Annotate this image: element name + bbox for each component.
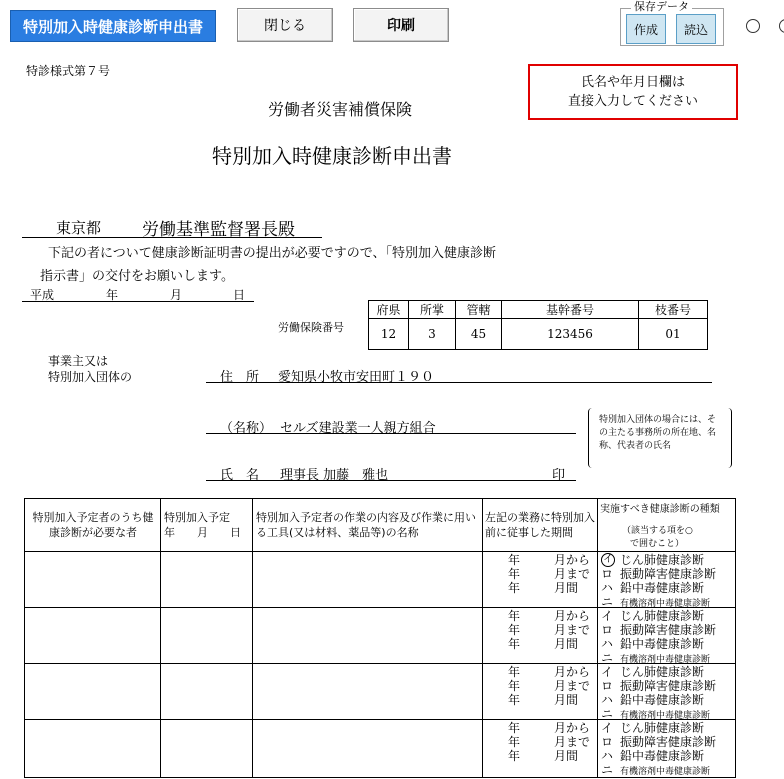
table-col-divider-3 [482, 498, 483, 778]
insurance-number-label: 労働保険番号 [278, 321, 344, 334]
date-month: 月 [170, 288, 183, 302]
prefecture: 東京都 [56, 219, 102, 237]
exam-type-mark[interactable]: ロ [601, 679, 614, 693]
period-year-label: 年 [508, 721, 521, 735]
exam-type-name: じん肺健康診断 [620, 665, 705, 679]
insurance-value-prefecture[interactable]: 12 [369, 319, 409, 350]
period-suffix-label: 月まで [554, 623, 591, 637]
header-period: 左記の業務に特別加入前に従事した期間 [485, 511, 595, 539]
exam-type-mark[interactable]: ハ [601, 637, 614, 651]
header-exam-sub-2: で囲むこと） [630, 539, 685, 549]
period-suffix-label: 月間 [554, 637, 579, 651]
header-join-date-2: 年 月 日 [164, 526, 241, 539]
exam-type-name: 有機溶剤中毒健康診断 [620, 767, 711, 777]
insurance-header-jurisdiction: 所掌 [409, 301, 456, 319]
exam-type-name: 有機溶剤中毒健康診断 [620, 599, 711, 609]
bracket-note: 特別加入団体の場合には、その主たる事務所の所在地、名称、代表者の氏名 [588, 408, 732, 468]
option-radio-2[interactable] [779, 19, 784, 33]
form-title-button[interactable]: 特別加入時健康診断申出書 [10, 10, 216, 42]
exam-type-name: じん肺健康診断 [620, 721, 705, 735]
exam-type-mark[interactable]: ハ [601, 693, 614, 707]
exam-type-mark[interactable]: イ [601, 721, 614, 735]
period-suffix-label: 月間 [554, 693, 579, 707]
form-heading-2: 特別加入時健康診断申出書 [212, 144, 452, 168]
address-value[interactable]: 愛知県小牧市安田町１９０ [278, 370, 435, 385]
form-number: 特診様式第７号 [26, 64, 111, 78]
period-year-label: 年 [508, 637, 521, 651]
exam-type-mark[interactable]: ロ [601, 623, 614, 637]
notice-line-1: 氏名や年月日欄は [580, 75, 685, 90]
notice-line-2: 直接入力してください [567, 94, 698, 109]
exam-type-name: 鉛中毒健康診断 [620, 693, 705, 707]
representative-value[interactable]: 理事長 加藤 雅也 [280, 468, 389, 483]
addressee: 労働基準監督署長殿 [142, 220, 295, 240]
close-button[interactable]: 閉じる [237, 8, 333, 42]
period-suffix-label: 月間 [554, 749, 579, 763]
exam-type-mark[interactable]: イ [601, 665, 614, 679]
insurance-value-base-number[interactable]: 123456 [502, 319, 639, 350]
print-button[interactable]: 印刷 [353, 8, 449, 42]
seal-mark: 印 [552, 468, 566, 483]
period-suffix-label: 月から [554, 553, 591, 567]
organization-name-underline [206, 433, 576, 434]
insurance-value-branch-number[interactable]: 01 [639, 319, 708, 350]
input-notice-box [528, 64, 738, 120]
period-year-label: 年 [508, 735, 521, 749]
representative-label: 氏 名 [220, 468, 260, 483]
exam-type-mark[interactable]: ハ [601, 581, 614, 595]
table-col-divider-1 [160, 498, 161, 778]
exam-type-name: 有機溶剤中毒健康診断 [620, 655, 711, 665]
exam-type-name: 鉛中毒健康診断 [620, 637, 705, 651]
create-button[interactable]: 作成 [626, 14, 666, 44]
save-data-group-label: 保存データ [631, 0, 692, 14]
insurance-header-branch-number: 枝番号 [639, 301, 708, 319]
period-year-label: 年 [508, 581, 521, 595]
exam-type-name: 有機溶剤中毒健康診断 [620, 711, 711, 721]
exam-type-name: 振動障害健康診断 [620, 735, 717, 749]
period-suffix-label: 月まで [554, 679, 591, 693]
exam-type-name: 鉛中毒健康診断 [620, 749, 705, 763]
insurance-header-prefecture: 府県 [369, 301, 409, 319]
period-suffix-label: 月から [554, 721, 591, 735]
period-year-label: 年 [508, 623, 521, 637]
organization-name-value[interactable]: セルズ建設業一人親方組合 [280, 421, 436, 436]
date-era: 平成 [30, 288, 55, 302]
exam-type-mark[interactable]: ニ [601, 763, 614, 777]
insurance-value-jurisdiction[interactable]: 3 [409, 319, 456, 350]
table-col-divider-4 [597, 498, 598, 778]
exam-type-mark[interactable]: イ [601, 609, 614, 623]
insurance-value-office[interactable]: 45 [456, 319, 502, 350]
header-exam-sub-1: （該当する項を○ [622, 526, 693, 536]
employer-label-2: 特別加入団体の [48, 370, 133, 384]
period-suffix-label: 月まで [554, 567, 591, 581]
addressee-underline [22, 237, 322, 238]
exam-type-mark[interactable]: ロ [601, 735, 614, 749]
exam-type-mark[interactable]: ニ [601, 707, 614, 721]
period-year-label: 年 [508, 609, 521, 623]
period-year-label: 年 [508, 749, 521, 763]
date-day: 日 [233, 288, 246, 302]
header-exam-type: 実施すべき健康診断の種類 [600, 504, 720, 515]
insurance-number-table [368, 300, 708, 350]
address-underline [206, 382, 712, 383]
exam-type-mark[interactable]: イ [603, 554, 613, 565]
header-work-content: 特別加入予定者の作業の内容及び作業に用いる工具(又は材料、薬品等)の名称 [256, 511, 476, 539]
employer-label-1: 事業主又は [48, 354, 109, 368]
exam-type-mark[interactable]: ニ [601, 595, 614, 609]
header-join-date-1: 特別加入予定 [164, 511, 230, 524]
request-line-1: 下記の者について健康診断証明書の提出が必要ですので、「特別加入健康診断 [48, 246, 496, 261]
exam-type-name: 鉛中毒健康診断 [620, 581, 705, 595]
period-year-label: 年 [508, 679, 521, 693]
period-suffix-label: 月から [554, 665, 591, 679]
organization-name-label: （名称） [220, 421, 273, 436]
insurance-header-base-number: 基幹番号 [502, 301, 639, 319]
request-line-2: 指示書」の交付をお願いします。 [40, 269, 234, 284]
period-year-label: 年 [508, 693, 521, 707]
table-col-divider-2 [252, 498, 253, 778]
option-radio-1[interactable] [746, 19, 760, 33]
representative-underline [206, 480, 576, 481]
period-suffix-label: 月間 [554, 581, 579, 595]
period-year-label: 年 [508, 553, 521, 567]
exam-type-mark[interactable]: ロ [601, 567, 614, 581]
exam-type-mark[interactable]: ハ [601, 749, 614, 763]
insurance-header-office: 管轄 [456, 301, 502, 319]
exam-type-name: 振動障害健康診断 [620, 567, 717, 581]
address-label: 住 所 [220, 370, 260, 385]
exam-type-mark[interactable]: ニ [601, 651, 614, 665]
period-suffix-label: 月まで [554, 735, 591, 749]
exam-type-name: じん肺健康診断 [620, 553, 705, 567]
date-year: 年 [106, 288, 119, 302]
period-year-label: 年 [508, 665, 521, 679]
period-suffix-label: 月から [554, 609, 591, 623]
period-year-label: 年 [508, 567, 521, 581]
form-heading-1: 労働者災害補償保険 [268, 100, 413, 119]
date-underline [22, 301, 254, 302]
read-button[interactable]: 読込 [676, 14, 716, 44]
header-applicant: 特別加入予定者のうち健康診断が必要な者 [32, 511, 154, 539]
exam-type-name: じん肺健康診断 [620, 609, 705, 623]
exam-type-name: 振動障害健康診断 [620, 623, 717, 637]
exam-type-name: 振動障害健康診断 [620, 679, 717, 693]
